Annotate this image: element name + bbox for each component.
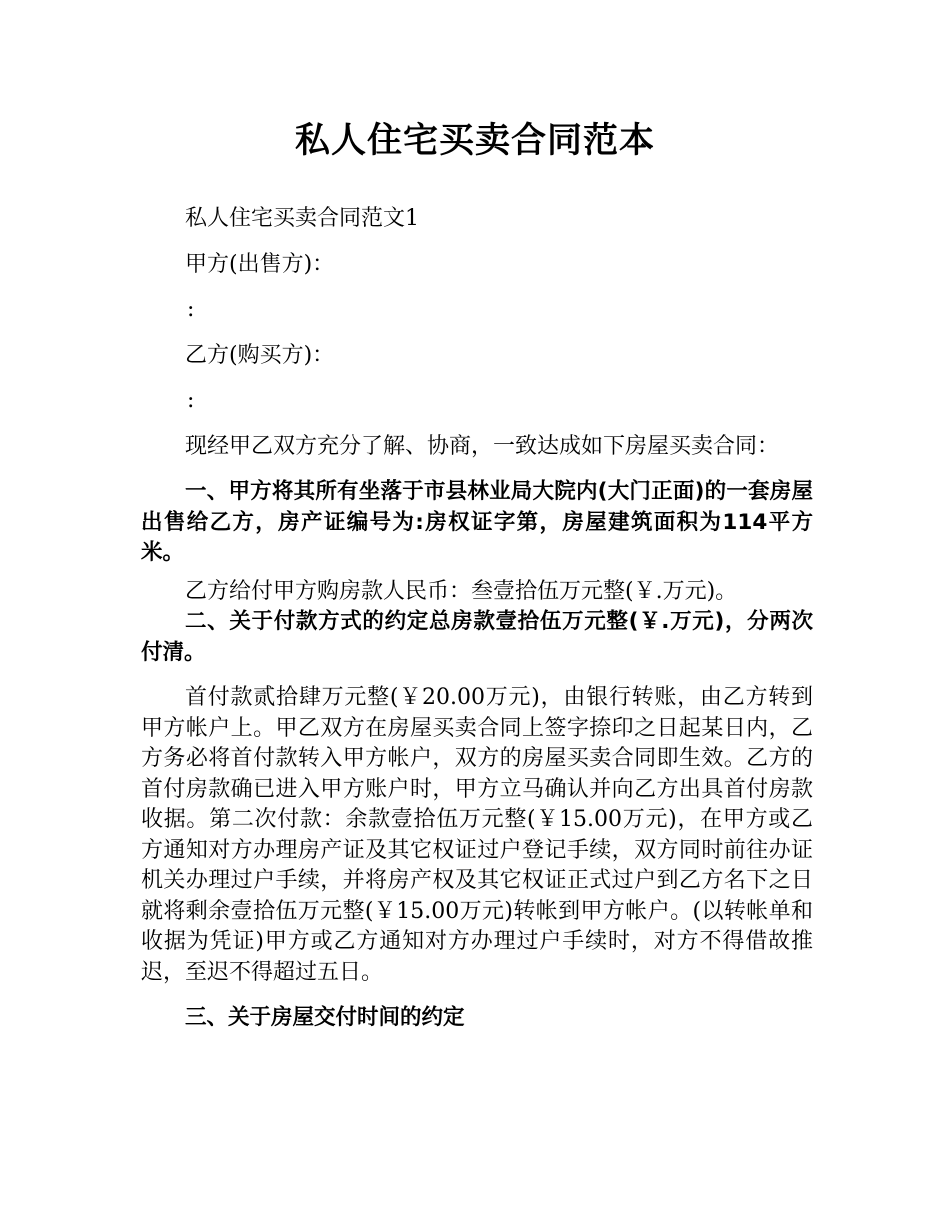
clause-2: 二、关于付款方式的约定总房款壹拾伍万元整(￥.万元)，分两次付清。 [141,609,813,665]
payment-amount: 乙方给付甲方购房款人民币：叁壹拾伍万元整(￥.万元)。 [185,578,738,604]
payment-details: 首付款贰拾肆万元整(￥20.00万元)，由银行转账，由乙方转到甲方帐户上。甲乙双方在房屋买卖合同上签字捺印之日起某日内，乙方务必将首付款转入甲方帐户，双方的房屋买卖合同即生效。乙方的首付房款确已进入甲方账户时，甲方立马确认并向乙方出具首付房款收据。第二次付款：余款壹拾伍万元整(￥15.00万元)，在甲方或乙方通知对方办理房产证及其它权证过户登记手续，双方同时前往办证机关办理过户手续，并将房产权及其它权证正式过户到乙方名下之日就将剩余壹拾伍万元整(￥15.00万元)转帐到甲方帐户。(以转帐单和收据为凭证)甲方或乙方通知对方办理过户手续时，对方不得借故推迟，至迟不得超过五日。 [141,685,813,985]
document-title: 私人住宅买卖合同范本 [294,121,655,161]
party-b-colon: : [187,388,195,413]
party-a-line: 甲方(出售方)： [185,251,335,277]
party-b-line: 乙方(购买方)： [185,342,335,368]
agreement-intro: 现经甲乙双方充分了解、协商，一致达成如下房屋买卖合同： [185,433,780,459]
party-a-colon: : [187,297,195,322]
paragraph-heading-1: 私人住宅买卖合同范文1 [185,206,419,231]
clause-3: 三、关于房屋交付时间的约定 [185,1005,465,1030]
document-body [141,204,813,1034]
clause-1: 一、甲方将其所有坐落于市县林业局大院内(大门正面)的一套房屋出售给乙方，房产证编号为:房权证字第，房屋建筑面积为114平方米。 [141,479,813,565]
